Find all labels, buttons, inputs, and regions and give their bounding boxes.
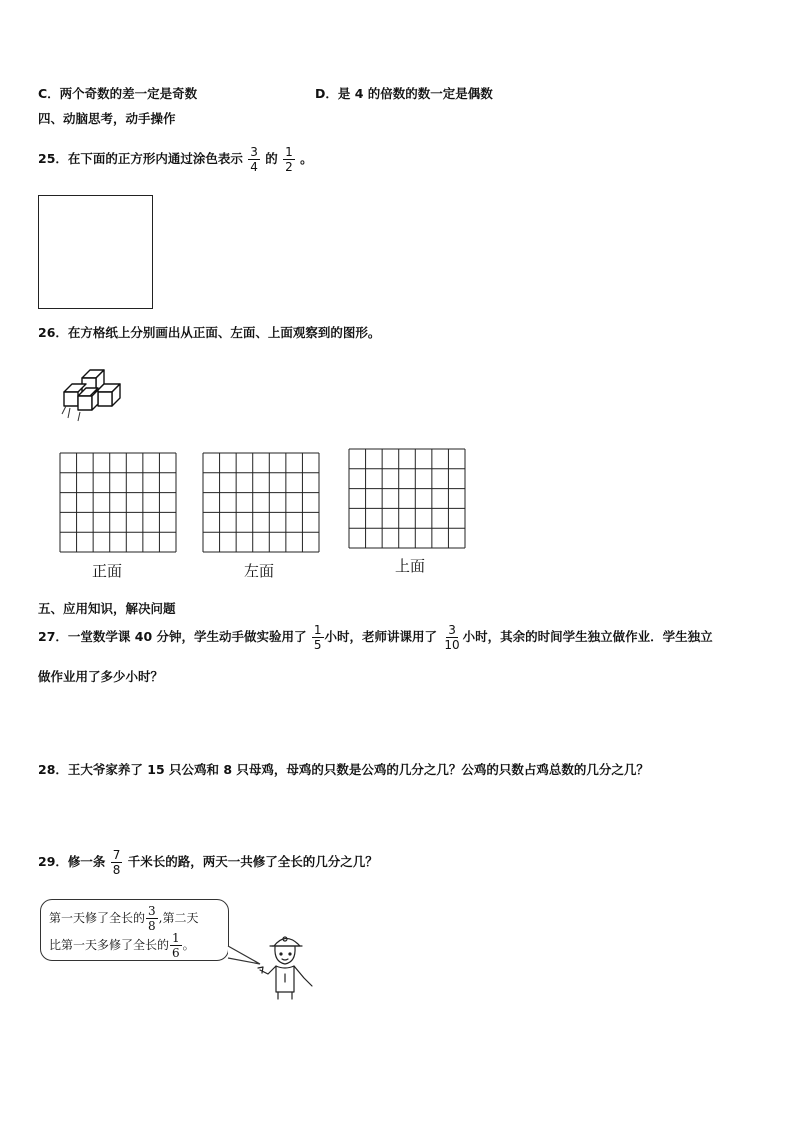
q25-square[interactable]: [38, 195, 153, 309]
frac-den: 4: [250, 160, 258, 174]
q25-fraction-3-4: [248, 146, 260, 173]
q25-number: 25．: [38, 151, 68, 166]
cube-stack-figure: [58, 366, 128, 426]
frac-num: 7: [112, 848, 121, 862]
grid-label-left: 左面: [244, 562, 275, 580]
frac-num: 1: [172, 931, 180, 945]
frac-num: 3: [250, 145, 258, 159]
bubble-text: 第一天修了全长的: [49, 911, 146, 925]
question-29: [38, 849, 378, 876]
bubble-text: 。: [182, 938, 195, 952]
q29-number: 29．: [38, 854, 68, 869]
question-26: 26．在方格纸上分别画出从正面、左面、上面观察到的图形。: [38, 325, 381, 340]
option-d: D．是 4 的倍数的数一定是偶数: [315, 86, 493, 101]
q27-text2: 小时，老师讲课用了: [324, 629, 438, 644]
q27-number: 27．: [38, 629, 68, 644]
grid-top[interactable]: [348, 448, 466, 549]
frac-num: 1: [285, 145, 293, 159]
frac-num: 1: [313, 623, 322, 637]
q29-fraction-7-8: [111, 849, 123, 876]
frac-num: 3: [448, 623, 456, 637]
question-27: [38, 624, 713, 651]
q27-fraction-3-10: [442, 624, 461, 651]
q25-text-mid: 的: [265, 151, 278, 166]
bubble-fraction-1-6: [170, 932, 182, 959]
frac-num: 3: [148, 904, 156, 918]
worker-figure: [254, 930, 318, 1000]
frac-den: 10: [444, 638, 460, 652]
grid-label-top: 上面: [395, 557, 426, 575]
q27-text3: 小时，其余的时间学生独立做作业．学生独立: [462, 629, 713, 644]
bubble-fraction-3-8: [146, 905, 158, 932]
frac-den: 5: [313, 638, 322, 652]
question-25: [38, 146, 313, 173]
grid-front[interactable]: [59, 452, 177, 553]
grid-label-front: 正面: [92, 562, 123, 580]
q29-text1: 修一条: [67, 854, 106, 869]
q27-fraction-1-5: [312, 624, 324, 651]
q27-text1: 一堂数学课 40 分钟，学生动手做实验用了: [67, 629, 307, 644]
frac-den: 8: [112, 863, 121, 877]
frac-den: 2: [285, 160, 293, 174]
question-28: 28．王大爷家养了 15 只公鸡和 8 只母鸡，母鸡的只数是公鸡的几分之几？公鸡的只数占鸡总数的几分之几？: [38, 762, 649, 777]
frac-den: 6: [172, 946, 180, 960]
bubble-line-2: [49, 932, 220, 959]
q25-text-before: 在下面的正方形内通过涂色表示: [67, 151, 243, 166]
q25-fraction-1-2: [283, 146, 295, 173]
section4-title: 四、动脑思考，动手操作: [38, 111, 176, 126]
section5-title: 五、应用知识，解决问题: [38, 601, 176, 616]
option-c: C．两个奇数的差一定是奇数: [38, 86, 198, 101]
bubble-text: 比第一天多修了全长的: [49, 938, 170, 952]
bubble-text: ,第二天: [158, 911, 199, 925]
frac-den: 8: [148, 919, 156, 933]
q29-text2: 千米长的路，两天一共修了全长的几分之几？: [127, 854, 378, 869]
bubble-line-1: [49, 905, 220, 932]
speech-bubble: [40, 899, 229, 961]
grid-left[interactable]: [202, 452, 320, 553]
q27-line2: 做作业用了多少小时？: [38, 669, 164, 684]
q25-text-after: 。: [300, 151, 313, 166]
